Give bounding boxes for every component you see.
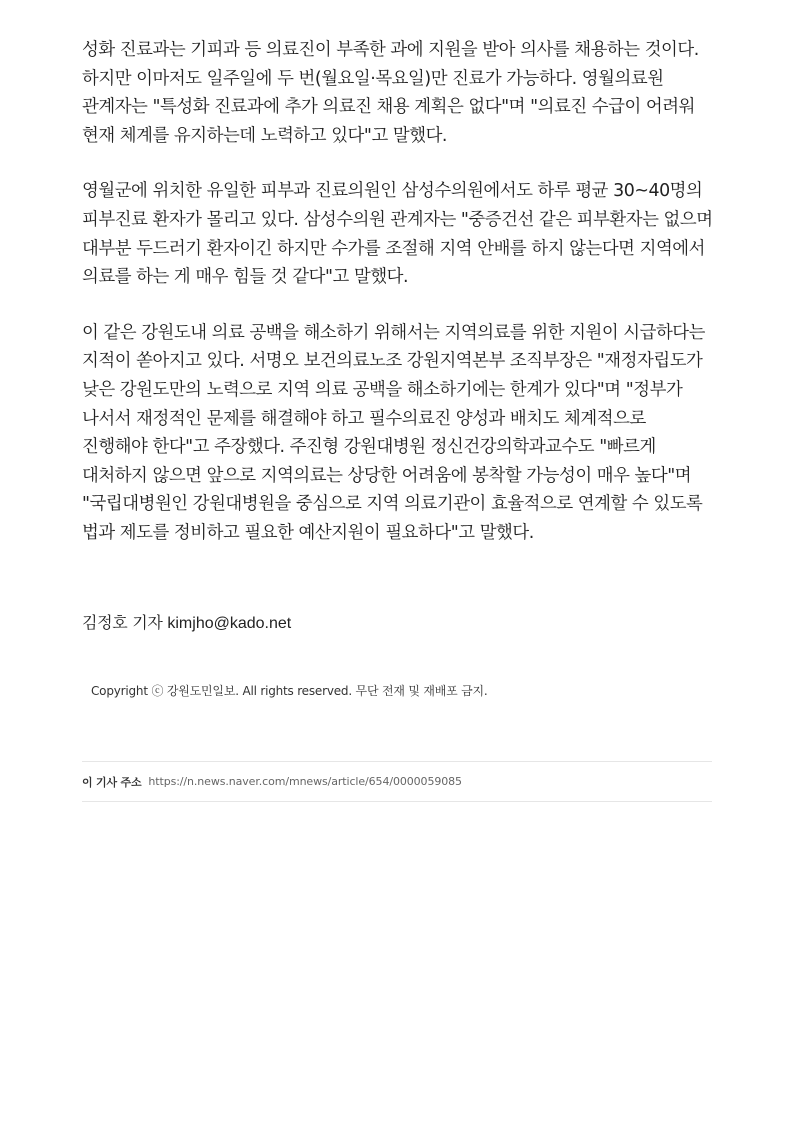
article-paragraph-3: 이 같은 강원도내 의료 공백을 해소하기 위해서는 지역의료를 위한 지원이 시급하다는 지적이 쏟아지고 있다. 서명오 보건의료노조 강원지역본부 조직부장은 "재정자립도가 낮은 강원도만의 노력으로 지역 의료 공백을 해소하기에는 한계가 있다"며 "정부가 나서서 재정적인 문제를 해결해야 하고 필수의료진 양성과 배치도 체계적으로 진행해야 한다"고 주장했다. 주진형 강원대병원 정신건강의학과교수도 "빠르게 대처하지 않으면 앞으로 지역의료는 상당한 어려움에 봉착할 가능성이 매우 높다"며 "국립대병원인 강원대병원을 중심으로 지역 의료기관이 효율적으로 연계할 수 있도록 법과 제도를 정비하고 필요한 예산지원이 필요하다"고 말했다. — [82, 322, 706, 543]
article-url-link[interactable]: https://n.news.naver.com/mnews/article/654/0000059085 — [148, 775, 462, 788]
article-body — [82, 36, 714, 548]
reporter-name: 김정호 기자 — [82, 613, 163, 632]
byline — [82, 611, 291, 636]
copyright-notice: Copyright ⓒ 강원도민일보. All rights reserved. 무단 전재 및 재배포 금지. — [91, 684, 488, 698]
article-paragraph-2: 영월군에 위치한 유일한 피부과 진료의원인 삼성수의원에서도 하루 평균 30~40명의 피부진료 환자가 몰리고 있다. 삼성수의원 관계자는 "중증건선 같은 피부환자는 없으며 대부분 두드러기 환자이긴 하지만 수가를 조절해 지역 안배를 하지 않는다면 지역에서 의료를 하는 게 매우 힘들 것 같다"고 말했다. — [82, 181, 713, 288]
reporter-email[interactable]: kimjho@kado.net — [167, 615, 292, 632]
article-url-bar — [82, 761, 712, 802]
article-url-label: 이 기사 주소 — [82, 775, 142, 789]
article-paragraph-1: 성화 진료과는 기피과 등 의료진이 부족한 과에 지원을 받아 의사를 채용하는 것이다. 하지만 이마저도 일주일에 두 번(월요일·목요일)만 진료가 가능하다. 영월의료원 관계자는 "특성화 진료과에 추가 의료진 채용 계획은 없다"며 "의료진 수급이 어려워 현재 체계를 유지하는데 노력하고 있다"고 말했다. — [82, 40, 699, 146]
